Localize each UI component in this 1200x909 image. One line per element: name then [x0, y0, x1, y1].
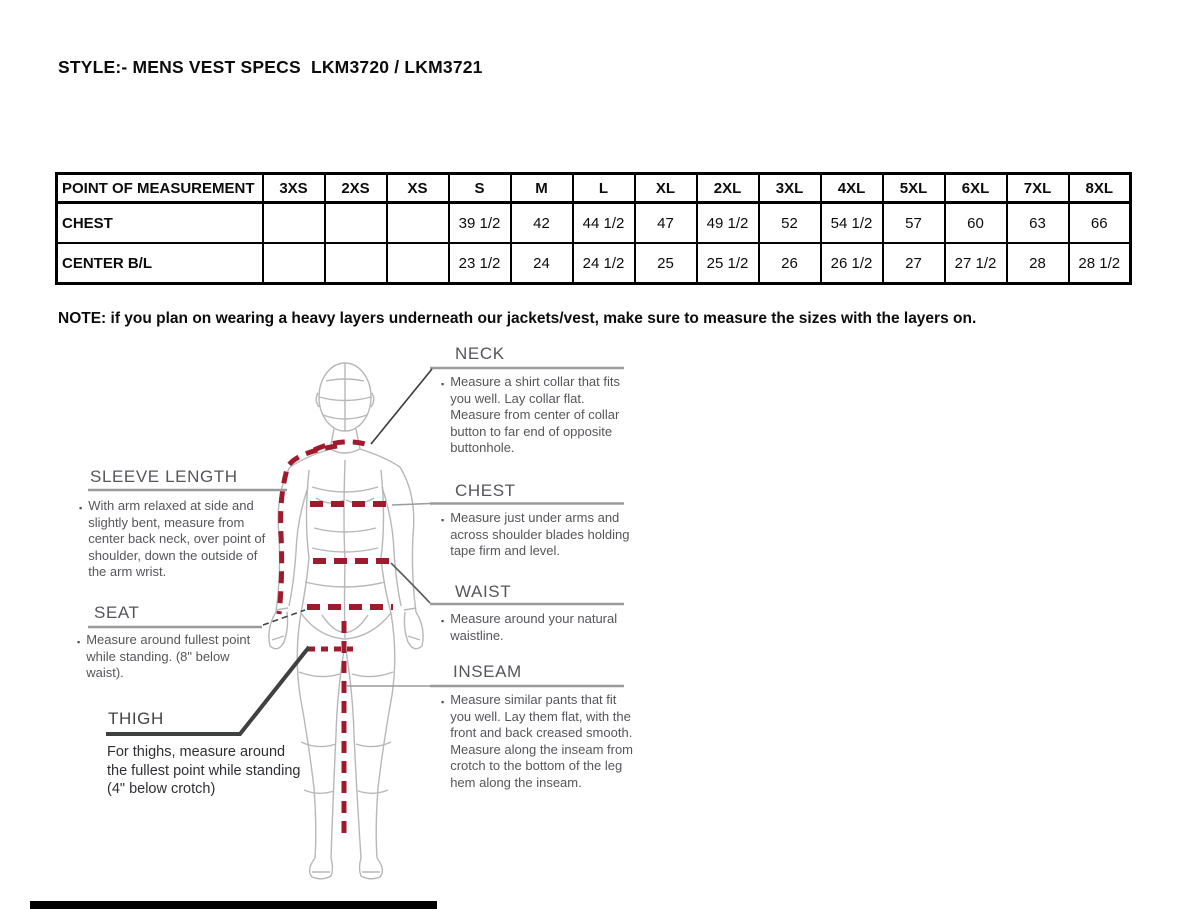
column-header: 2XS [325, 174, 387, 203]
table-cell: 24 [511, 243, 573, 284]
table-cell: 44 1/2 [573, 203, 635, 244]
column-header: POINT OF MEASUREMENT [57, 174, 263, 203]
row-label: CENTER B/L [57, 243, 263, 284]
inseam-description [441, 692, 637, 791]
waist-description-text: Measure around your natural waistline. [450, 611, 618, 643]
table-cell: 57 [883, 203, 945, 244]
layering-note: NOTE: if you plan on wearing a heavy layers underneath our jackets/vest, make sure to measure the sizes with the layers on. [58, 310, 977, 327]
bullet-square-icon: ▪ [79, 503, 83, 513]
bottom-divider-bar [30, 901, 437, 909]
sleeve-measure-line [279, 446, 337, 614]
table-cell: 54 1/2 [821, 203, 883, 244]
sleeve-length-label: SLEEVE LENGTH [90, 467, 238, 486]
row-label: CHEST [57, 203, 263, 244]
neck-label: NECK [455, 344, 505, 363]
column-header: XL [635, 174, 697, 203]
table-row [57, 243, 1131, 284]
table-cell: 26 [759, 243, 821, 284]
column-header: 7XL [1007, 174, 1069, 203]
seat-description-text: Measure around fullest point while standing. (8" below waist). [86, 632, 251, 680]
inseam-description-text: Measure similar pants that fit you well. Lay them flat, with the front and back creased smooth. Measure along the inseam from crotch to the bottom of the leg hem along the inseam. [450, 692, 634, 790]
column-header: 3XL [759, 174, 821, 203]
table-cell: 27 1/2 [945, 243, 1007, 284]
column-header: L [573, 174, 635, 203]
table-cell: 60 [945, 203, 1007, 244]
table-cell [387, 203, 449, 244]
table-cell: 25 1/2 [697, 243, 759, 284]
table-cell: 66 [1069, 203, 1131, 244]
column-header: 3XS [263, 174, 325, 203]
table-header-row [57, 174, 1131, 203]
neck-description-text: Measure a shirt collar that fits you well. Lay collar flat. Measure from center of collar button to far end of opposite buttonhole. [450, 374, 620, 455]
sleeve-length-description-text: With arm relaxed at side and slightly bent, measure from center back neck, over point of shoulder, down the outside of the arm wrist. [88, 498, 266, 579]
table-cell: 28 [1007, 243, 1069, 284]
table-cell: 47 [635, 203, 697, 244]
table-cell [263, 243, 325, 284]
bullet-square-icon: ▪ [77, 637, 81, 647]
table-cell [325, 243, 387, 284]
table-cell [325, 203, 387, 244]
table-cell: 24 1/2 [573, 243, 635, 284]
waist-label: WAIST [455, 582, 512, 601]
neck-description [441, 374, 627, 457]
column-header: XS [387, 174, 449, 203]
body-figure [269, 363, 423, 879]
chest-label: CHEST [455, 481, 516, 500]
column-header: M [511, 174, 573, 203]
table-row [57, 203, 1131, 244]
waist-description [441, 611, 621, 644]
sleeve-length-description [79, 498, 275, 581]
size-spec-table [55, 172, 1132, 285]
table-cell: 25 [635, 243, 697, 284]
table-cell: 23 1/2 [449, 243, 511, 284]
table-cell: 39 1/2 [449, 203, 511, 244]
column-header: 5XL [883, 174, 945, 203]
column-header: 4XL [821, 174, 883, 203]
column-header: 8XL [1069, 174, 1131, 203]
thigh-label: THIGH [108, 709, 164, 728]
table-cell [263, 203, 325, 244]
inseam-label: INSEAM [453, 662, 522, 681]
column-header: 6XL [945, 174, 1007, 203]
document-title: STYLE:- MENS VEST SPECS LKM3720 / LKM3721 [58, 57, 483, 77]
chest-leader-line [392, 504, 430, 506]
table-cell: 63 [1007, 203, 1069, 244]
bullet-square-icon: ▪ [441, 697, 445, 707]
table-cell: 27 [883, 243, 945, 284]
table-cell: 26 1/2 [821, 243, 883, 284]
chest-description [441, 510, 637, 560]
bullet-square-icon: ▪ [441, 515, 445, 525]
table-cell: 52 [759, 203, 821, 244]
seat-label: SEAT [94, 603, 140, 622]
bullet-square-icon: ▪ [441, 616, 445, 626]
seat-leader-line [263, 610, 305, 625]
table-cell: 28 1/2 [1069, 243, 1131, 284]
chest-description-text: Measure just under arms and across shoulder blades holding tape firm and level. [450, 510, 630, 558]
seat-description [77, 632, 267, 682]
column-header: S [449, 174, 511, 203]
table-cell: 42 [511, 203, 573, 244]
thigh-description: For thighs, measure around the fullest point while standing (4" below crotch) [107, 744, 301, 797]
table-cell [387, 243, 449, 284]
neck-measure-line [314, 442, 372, 450]
column-header: 2XL [697, 174, 759, 203]
table-cell: 49 1/2 [697, 203, 759, 244]
bullet-square-icon: ▪ [441, 379, 445, 389]
waist-leader-line [391, 563, 430, 603]
neck-leader-line [371, 369, 432, 444]
